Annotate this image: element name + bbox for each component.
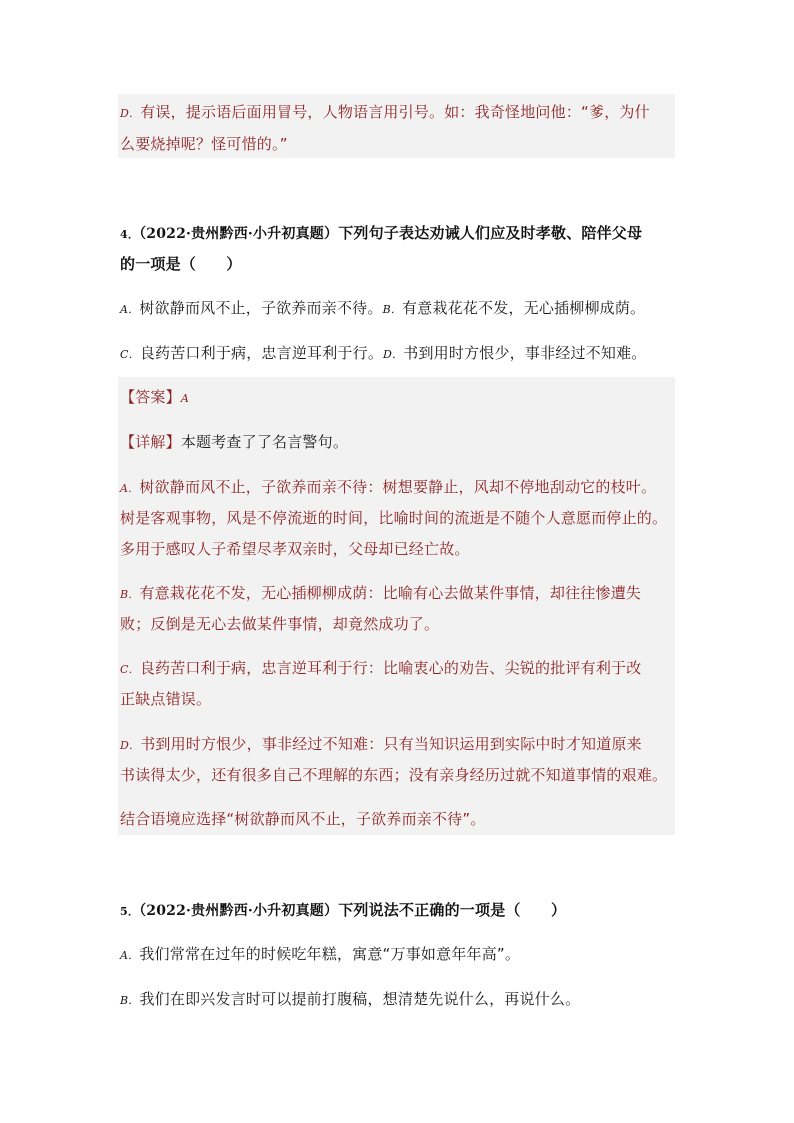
q4-option-b: 有意栽花花不发，无心插柳柳成荫。 bbox=[402, 299, 646, 317]
q4-answer bbox=[120, 387, 675, 409]
q5-stem: 5．（2022·贵州黔西·小升初真题）下列说法不正确的一项是（ ） bbox=[120, 901, 567, 919]
q4-detail-a-line1: A．树欲静而风不止，子欲养而亲不待：树想要静止，风却不停地刮动它的枝叶。 bbox=[120, 478, 657, 496]
q3-option-d-line2: 么要烧掉呢？怪可惜的。” bbox=[120, 135, 288, 153]
q4-options-row2: C．良药苦口利于病，忠言逆耳利于行。D．书到用时方恨少，事非经过不知难。 bbox=[120, 344, 647, 362]
q4-option-d: 书到用时方恨少，事非经过不知难。 bbox=[403, 344, 647, 362]
q4-option-a: 树欲静而风不止，子欲养而亲不待。 bbox=[139, 299, 383, 317]
q4-stem-line2: 的一项是（ ） bbox=[120, 255, 242, 273]
q4-detail-d-line1: D．书到用时方恨少，事非经过不知难：只有当知识运用到实际中时才知道原来 bbox=[120, 735, 642, 753]
q4-detail-b-line1: B．有意栽花花不发，无心插柳柳成荫：比喻有心去做某件事情，却往往惨遭失 bbox=[120, 584, 642, 602]
q4-detail-d-line2: 书读得太少，还有很多自己不理解的东西；没有亲身经历过就不知道事情的艰难。 bbox=[120, 766, 668, 784]
q4-detail-intro: 【详解】本题考查了了名言警句。 bbox=[120, 433, 349, 451]
q5-source: （2022·贵州黔西·小升初真题） bbox=[139, 903, 339, 919]
q3-option-d-label: D． bbox=[120, 107, 141, 120]
q4-detail-a-line3: 多用于感叹人子希望尽孝双亲时，父母却已经亡故。 bbox=[120, 540, 470, 558]
q4-detail-c-line1: C．良药苦口利于病，忠言逆耳利于行：比喻衷心的劝告、尖锐的批评有利于改 bbox=[120, 659, 642, 677]
q3-option-d-line1: D．有误，提示语后面用冒号，人物语言用引号。如：我奇怪地问他：“爹，为什 bbox=[120, 103, 650, 121]
q4-option-c: 良药苦口利于病，忠言逆耳利于行。 bbox=[139, 344, 384, 362]
q4-options-row1: A．树欲静而风不止，子欲养而亲不待。B．有意栽花花不发，无心插柳柳成荫。 bbox=[120, 299, 646, 317]
q4-detail-c-line2: 正缺点错误。 bbox=[120, 690, 212, 708]
answer-tag: 【答案】 bbox=[120, 388, 181, 406]
q4-source: （2022·贵州黔西·小升初真题） bbox=[139, 226, 339, 242]
q4-stem-line1: 4．（2022·贵州黔西·小升初真题）下列句子表达劝诫人们应及时孝敬、陪伴父母 bbox=[120, 224, 643, 242]
q5-option-b: B．我们在即兴发言时可以提前打腹稿，想清楚先说什么，再说什么。 bbox=[120, 990, 581, 1008]
answer-value: A bbox=[180, 392, 189, 405]
q4-number: 4． bbox=[120, 228, 140, 241]
q5-number: 5． bbox=[120, 905, 140, 918]
q4-conclusion: 结合语境应选择“树欲静而风不止，子欲养而亲不待”。 bbox=[120, 810, 486, 828]
q5-option-a: A．我们常常在过年的时候吃年糕，寓意“万事如意年年高”。 bbox=[120, 945, 521, 963]
q4-detail-a-line2: 树是客观事物，风是不停流逝的时间，比喻时间的流逝是不随个人意愿而停止的。 bbox=[120, 509, 668, 527]
detail-tag: 【详解】 bbox=[120, 433, 181, 451]
q4-detail-b-line2: 败；反倒是无心去做某件事情，却竟然成功了。 bbox=[120, 615, 440, 633]
